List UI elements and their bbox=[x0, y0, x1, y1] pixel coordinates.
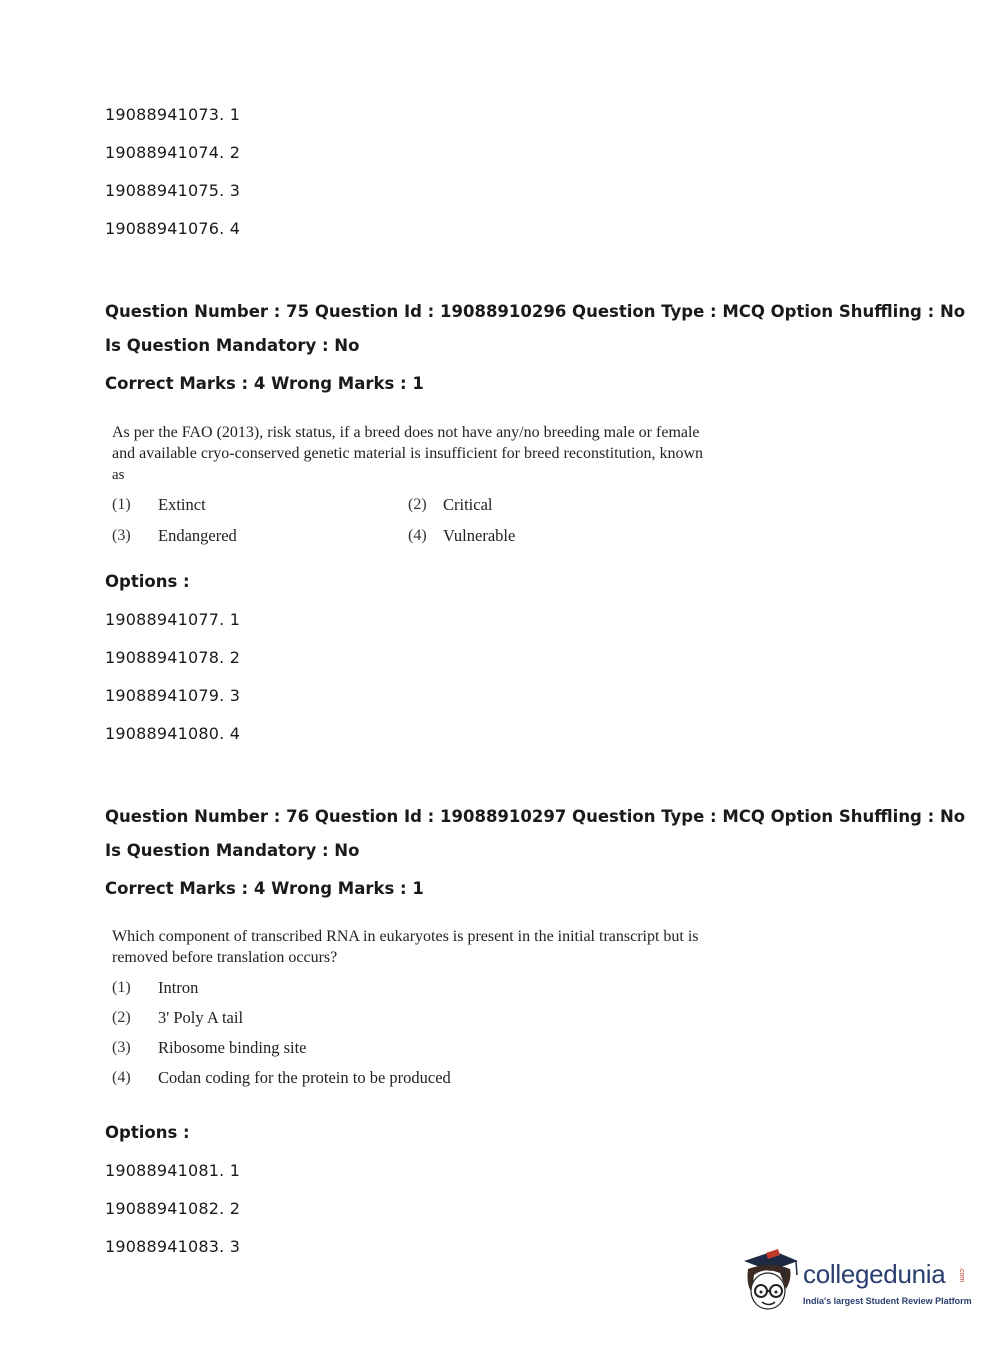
choice-number: (3) bbox=[112, 1039, 131, 1056]
choice-text: Codan coding for the protein to be produced bbox=[158, 1068, 451, 1087]
choice-number: (1) bbox=[112, 979, 131, 996]
question-marks: Correct Marks : 4 Wrong Marks : 1 bbox=[105, 374, 424, 393]
question-text-line: and available cryo-conserved genetic material is insufficient for breed reconstitution, known bbox=[112, 445, 704, 462]
question-mandatory: Is Question Mandatory : No bbox=[105, 336, 360, 355]
question-text-line: Which component of transcribed RNA in eukaryotes is present in the initial transcript but is bbox=[112, 928, 699, 945]
logo-tagline: India's largest Student Review Platform bbox=[803, 1296, 972, 1306]
option-line: 19088941075. 3 bbox=[105, 181, 241, 200]
student-mascot-icon bbox=[740, 1245, 802, 1320]
logo-wordmark: collegedunia bbox=[803, 1259, 946, 1289]
question-text-line: removed before translation occurs? bbox=[112, 949, 338, 966]
option-line: 19088941081. 1 bbox=[105, 1161, 241, 1180]
choice-text: Critical bbox=[443, 495, 493, 514]
option-line: 19088941080. 4 bbox=[105, 724, 241, 743]
option-line: 19088941073. 1 bbox=[105, 105, 241, 124]
question-mandatory: Is Question Mandatory : No bbox=[105, 841, 360, 860]
options-label: Options : bbox=[105, 572, 190, 591]
choice-text: Intron bbox=[158, 978, 199, 997]
collegedunia-logo bbox=[740, 1245, 970, 1320]
option-line: 19088941083. 3 bbox=[105, 1237, 241, 1256]
option-line: 19088941082. 2 bbox=[105, 1199, 241, 1218]
choice-text: 3' Poly A tail bbox=[158, 1008, 244, 1027]
choice-number: (4) bbox=[112, 1069, 131, 1086]
option-line: 19088941079. 3 bbox=[105, 686, 241, 705]
option-line: 19088941078. 2 bbox=[105, 648, 241, 667]
choice-number: (1) bbox=[112, 496, 131, 513]
choice-text: Ribosome binding site bbox=[158, 1038, 307, 1057]
choice-text: Extinct bbox=[158, 495, 206, 514]
options-label: Options : bbox=[105, 1123, 190, 1142]
choice-text: Endangered bbox=[158, 526, 237, 545]
choice-number: (2) bbox=[112, 1009, 131, 1026]
choice-text: Vulnerable bbox=[443, 526, 516, 545]
choice-number: (4) bbox=[408, 527, 427, 544]
option-line: 19088941077. 1 bbox=[105, 610, 241, 629]
question-header: Question Number : 75 Question Id : 19088910296 Question Type : MCQ Option Shuffling : No bbox=[105, 302, 966, 321]
question-marks: Correct Marks : 4 Wrong Marks : 1 bbox=[105, 879, 424, 898]
logo-com: .com bbox=[958, 1267, 965, 1283]
question-header: Question Number : 76 Question Id : 19088910297 Question Type : MCQ Option Shuffling : No bbox=[105, 807, 966, 826]
question-text-line: as bbox=[112, 467, 125, 483]
question-text-line: As per the FAO (2013), risk status, if a breed does not have any/no breeding male or female bbox=[112, 424, 700, 441]
option-line: 19088941074. 2 bbox=[105, 143, 241, 162]
option-line: 19088941076. 4 bbox=[105, 219, 241, 238]
choice-number: (2) bbox=[408, 496, 427, 513]
choice-number: (3) bbox=[112, 527, 131, 544]
